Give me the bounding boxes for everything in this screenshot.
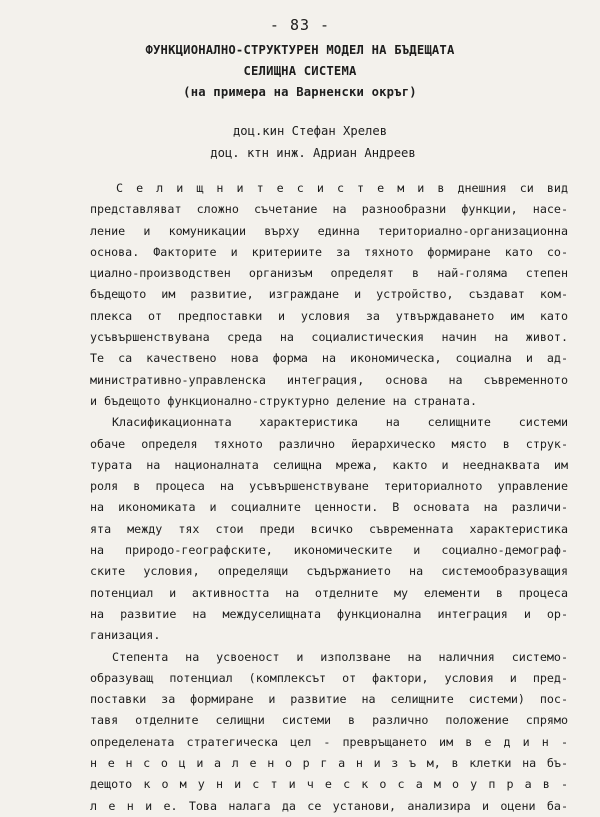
text-line: циално-производствен организъм определят в най-голяма степен bbox=[90, 266, 568, 281]
page-number: - 83 - bbox=[269, 16, 331, 34]
text-line: бъдещото им развитие, изграждане и устройство, създават ком- bbox=[90, 287, 568, 302]
text-line: ските условия, определящи съдържанието на системообразуващия bbox=[90, 564, 568, 579]
article-title bbox=[0, 40, 600, 103]
text-line: н е н с о ц и а л е н о р г а н и з ъ м, в клетки на бъ- bbox=[90, 756, 568, 771]
text-line: плекса от предпоставки и условия за утвърждаването им като bbox=[90, 308, 568, 323]
text-line: Класификационната характеристика на селищните системи bbox=[112, 415, 568, 430]
text-line: роля в процеса на усъвършенствуване териториалното управление bbox=[90, 479, 568, 494]
text-line: на развитие на междуселищната функционална интеграция и ор- bbox=[90, 606, 568, 621]
text-line: на природо-географските, икономическите и социално-демограф- bbox=[90, 543, 568, 558]
text-line: определената стратегическа цел - превръщането им в е д и н - bbox=[90, 734, 568, 749]
text-line: усъвършенствувана среда на социалистическия начин на живот. bbox=[90, 330, 568, 345]
text-line: С е л и щ н и т е с и с т е м и в днешния си вид bbox=[116, 181, 568, 195]
text-line: л е н и е. Това налага да се установи, анализира и оцени ба- bbox=[90, 798, 568, 813]
title-line-1: ФУНКЦИОНАЛНО-СТРУКТУРЕН МОДЕЛ НА БЪДЕЩАТА bbox=[145, 43, 455, 57]
text-line: обаче определя тяхното различно йерархическо място в струк- bbox=[90, 436, 568, 451]
body-text bbox=[90, 178, 568, 817]
author-2: доц. ктн инж. Адриан Андреев bbox=[210, 146, 416, 160]
text-line: основа. Факторите и критериите за тяхното формиране като со- bbox=[90, 244, 568, 259]
text-line: тавя отделните селищни системи в различно положение спрямо bbox=[90, 713, 568, 728]
text-line: ганизация. bbox=[90, 628, 161, 643]
text-line: Те са качествено нова форма на икономическа, социална и ад- bbox=[90, 351, 568, 366]
title-line-2: СЕЛИЩНА СИСТЕМА bbox=[243, 64, 357, 78]
text-line: представляват сложно съчетание на разнообразни функции, насе- bbox=[90, 202, 568, 217]
text-line: Степента на усвоеност и използване на наличния системо- bbox=[112, 649, 568, 664]
authors-block bbox=[0, 120, 600, 164]
text-line: дещото к о м у н и с т и ч е с к о с а м о у п р а в - bbox=[90, 777, 568, 792]
text-line: поставки за формиране и развитие на селищните системи) пос- bbox=[90, 692, 568, 707]
text-line: образуващ потенциал (комплексът от фактори, условия и пред- bbox=[90, 670, 568, 685]
text-line: и бъдещото функционално-структурно деление на страната. bbox=[90, 393, 478, 408]
text-line: ята между тях стои преди всичко съвременната характеристика bbox=[90, 521, 568, 536]
author-1: доц.кин Стефан Хрелев bbox=[232, 124, 388, 138]
text-line: турата на националната селищна мрежа, както и нееднаквата им bbox=[90, 457, 568, 472]
text-line: на икономиката и социалните ценности. В основата на различи- bbox=[90, 500, 568, 515]
text-line: министративно-управленска интеграция, основа на съвременното bbox=[90, 372, 568, 387]
text-line: ление и комуникации върху единна териториално-организационна bbox=[90, 223, 568, 238]
text-line: потенциал и активността на отделните му елементи в процеса bbox=[90, 585, 568, 600]
title-subtitle: (на примера на Варненски окръг) bbox=[183, 85, 417, 99]
